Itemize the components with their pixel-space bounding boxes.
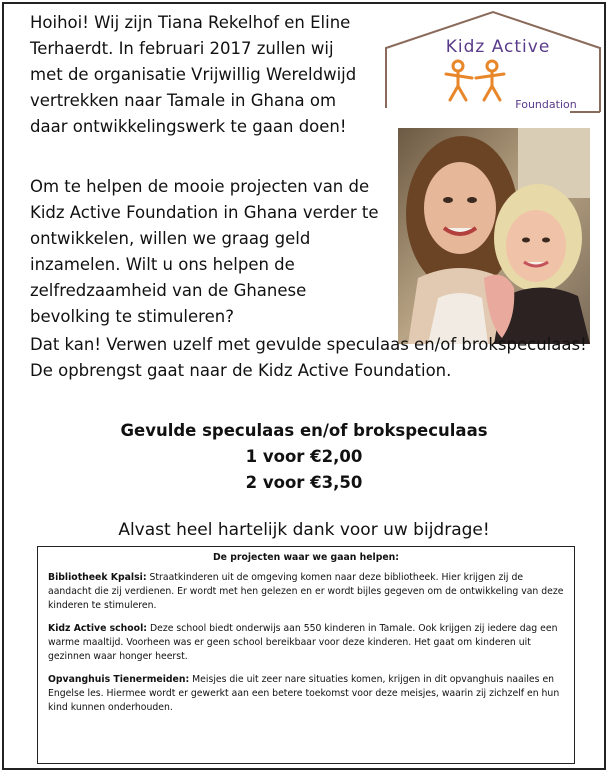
projects-box bbox=[37, 546, 575, 764]
projects-title: De projecten waar we gaan helpen: bbox=[212, 552, 400, 563]
photo-two-women bbox=[398, 128, 590, 344]
project-text: Deze school biedt onderwijs aan 550 kinderen in Tamale. Ook krijgen zij iedere dag een warme maaltijd. Voorheen was er geen school bereikbaar voor deze kinderen. Het gaat om kinderen uit gezinnen waar honger heerst. bbox=[48, 623, 558, 662]
project-item bbox=[48, 571, 564, 613]
offer-title: Gevulde speculaas en/of brokspeculaas bbox=[120, 421, 488, 440]
kidz-active-logo bbox=[380, 8, 606, 116]
offer-paragraph: Dat kan! Verwen uzelf met gevulde speculaas en/of brokspeculaas! De opbrengst gaat naar de Kidz Active Foundation. bbox=[30, 335, 587, 380]
project-text: Meisjes die uit zeer nare situaties komen, krijgen in dit opvanghuis naailes en Engelse les. Hiermee wordt er gewerkt aan een betere toekomst voor deze meisjes, waarin zij zichzelf en hun kind kunnen onderhouden. bbox=[48, 674, 560, 713]
project-name: Opvanghuis Tienermeiden: bbox=[48, 674, 190, 685]
project-text: Straatkinderen uit de omgeving komen naar deze bibliotheek. Hier krijgen zij de aandacht die zij verdienen. Er wordt met hen gelezen en er wordt bijles gegeven om de ontwikkeling van deze kinderen te stimuleren. bbox=[48, 572, 564, 611]
offer-price-2: 2 voor €3,50 bbox=[245, 473, 363, 492]
intro-paragraph: Hoihoi! Wij zijn Tiana Rekelhof en Eline Terhaerdt. In februari 2017 zullen wij met de organisatie Vrijwillig Wereldwijd vertrekken naar Tamale in Ghana om daar ontwikkelingswerk te gaan doen! bbox=[30, 13, 357, 136]
offer-block bbox=[4, 418, 604, 496]
project-name: Kidz Active school: bbox=[48, 623, 147, 634]
thanks-text: Alvast heel hartelijk dank voor uw bijdrage! bbox=[118, 520, 490, 540]
logo-title: Kidz Active bbox=[445, 37, 551, 57]
project-name: Bibliotheek Kpalsi: bbox=[48, 572, 147, 583]
logo-subtitle: Foundation bbox=[515, 98, 577, 111]
project-item bbox=[48, 622, 564, 664]
flyer-page bbox=[2, 2, 606, 770]
help-paragraph: Om te helpen de mooie projecten van de Kidz Active Foundation in Ghana verder te ontwikkelen, willen we graag geld inzamelen. Wilt u ons helpen de zelfredzaamheid van de Ghanese bevolking te stimuleren? bbox=[30, 177, 379, 326]
stick-figures-icon bbox=[446, 61, 504, 100]
project-item bbox=[48, 673, 564, 715]
offer-price-1: 1 voor €2,00 bbox=[245, 447, 363, 466]
